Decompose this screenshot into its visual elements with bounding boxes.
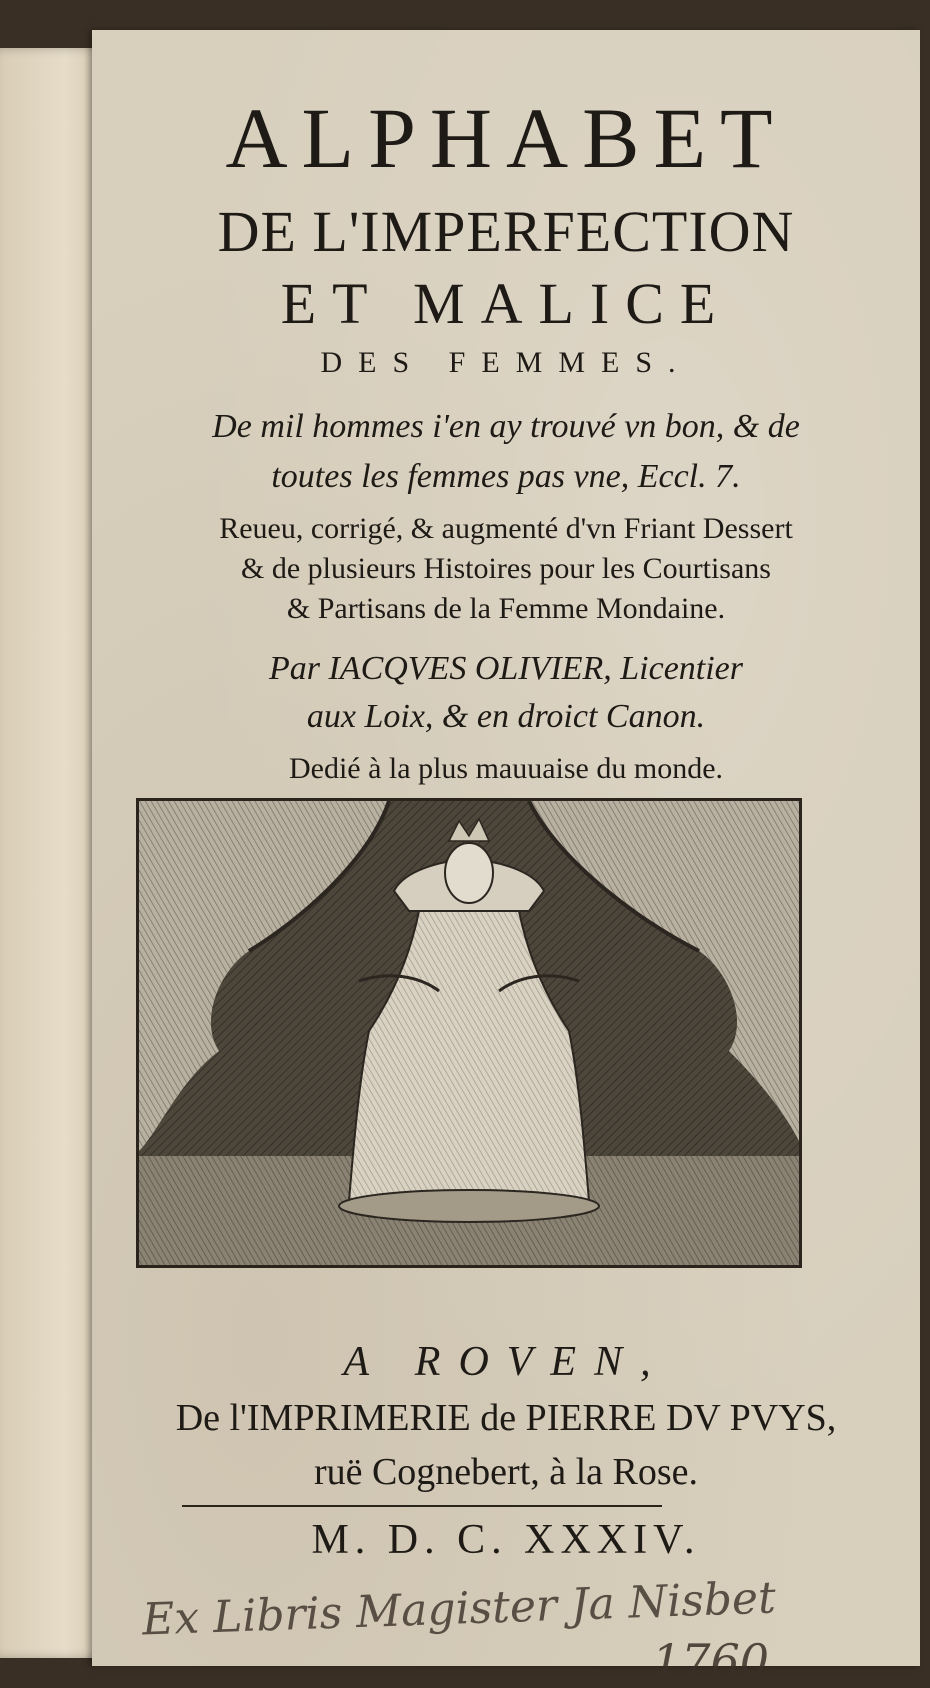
woman-between-curtains-engraving <box>139 801 799 1265</box>
imprint-date: M. D. C. XXXIV. <box>311 1517 701 1563</box>
title-line-3: ET MALICE <box>280 271 732 336</box>
epigraph-line-2: toutes les femmes pas vne, Eccl. 7. <box>271 458 741 495</box>
engraving-illustration <box>136 798 802 1268</box>
imprint-city: A ROVEN, <box>343 1339 669 1385</box>
title-line-2: DE L'IMPERFECTION <box>217 199 795 264</box>
dedication: Dedié à la plus mauuaise du monde. <box>288 752 724 785</box>
epigraph-line-1: De mil hommes i'en ay trouvé vn bon, & de <box>212 408 800 445</box>
imprint-address: ruë Cognebert, à la Rose. <box>313 1451 699 1493</box>
revision-line-3: & Partisans de la Femme Mondaine. <box>286 592 726 625</box>
author-line-2: aux Loix, & en droict Canon. <box>306 698 706 735</box>
handwritten-inscription-year: 1760 <box>652 1634 770 1688</box>
imprint-printer: De l'IMPRIMERIE de PIERRE DV PVYS, <box>175 1397 837 1439</box>
title-line-1: ALPHABET <box>225 90 787 186</box>
author-line-1: Par IACQVES OLIVIER, Licentier <box>268 650 744 687</box>
title-line-4: DES FEMMES. <box>320 346 692 379</box>
handwritten-inscription: Ex Libris Magister Ja Nisbet <box>141 1572 777 1646</box>
revision-line-2: & de plusieurs Histoires pour les Courtisans <box>241 552 771 585</box>
imprint-rule <box>182 1505 662 1507</box>
revision-line-1: Reueu, corrigé, & augmenté d'vn Friant Dessert <box>219 512 793 545</box>
title-page <box>92 30 920 1688</box>
